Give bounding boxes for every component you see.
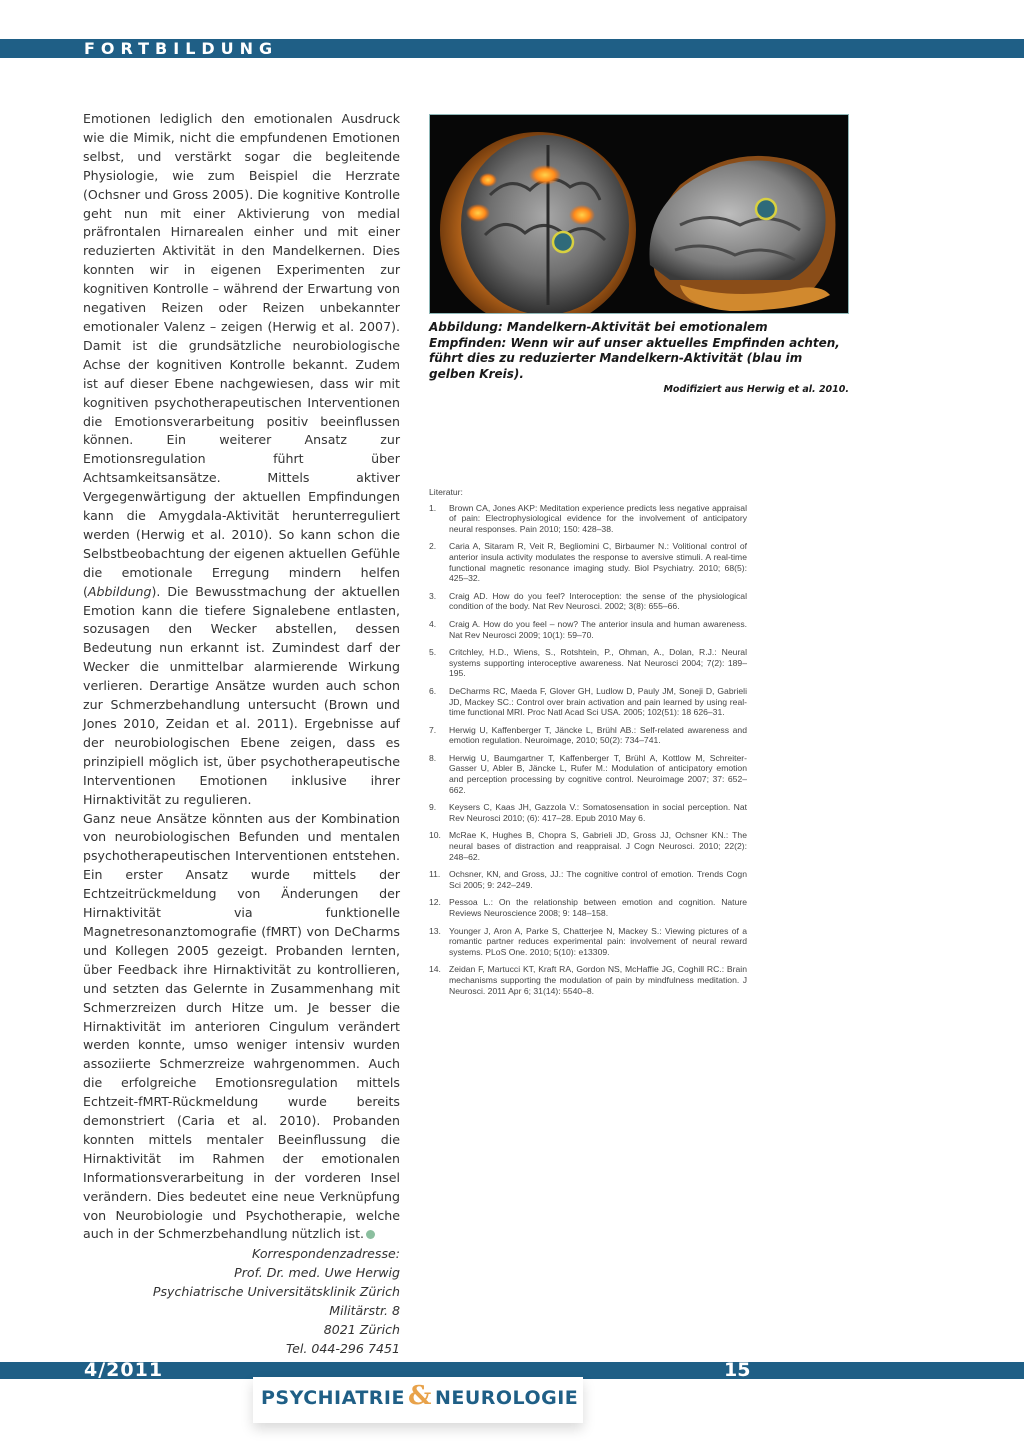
reference-item [429, 541, 747, 583]
reference-text: Ochsner, KN, and Gross, JJ.: The cognitive control of emotion. Trends Cogn Sci 2005; 9: 242–249. [449, 869, 747, 890]
references-heading: Literatur: [429, 487, 463, 497]
reference-number: 14. [429, 964, 441, 975]
reference-text: Younger J, Aron A, Parke S, Chatterjee N, Mackey S.: Viewing pictures of a romantic partner reduces experimental pain: involvement of neural reward systems. PLoS One. 2010; 5(10): e13309. [449, 925, 747, 957]
reference-item [429, 686, 747, 718]
body-text-column [83, 110, 400, 1378]
reference-text: Craig AD. How do you feel? Interoception: the sense of the physiological condition of the body. Nat Rev Neurosci. 2002; 3(8): 655–66. [449, 590, 747, 612]
reference-text: Herwig U, Kaffenberger T, Jäncke L, Brühl AB.: Self-related awareness and emotion regulation. Neuroimage, 2010; 50(2): 734–741. [449, 724, 747, 746]
reference-number: 13. [429, 925, 441, 936]
reference-text: McRae K, Hughes B, Chopra S, Gabrieli JD, Gross JJ, Ochsner KN.: The neural bases of distraction and reappraisal. J Cogn Neurosci. 2010; 22(2): 248–62. [449, 830, 747, 862]
correspondence-name: Prof. Dr. med. Uwe Herwig [234, 1265, 400, 1281]
section-title: FORTBILDUNG [84, 39, 279, 58]
reference-item [429, 802, 747, 823]
reference-item [429, 591, 747, 612]
correspondence-label: Korrespondenzadresse: [252, 1246, 400, 1262]
journal-logo [261, 1380, 579, 1414]
reference-item [429, 619, 747, 640]
reference-text: Craig A. How do you feel – now? The anterior insula and human awareness. Nat Rev Neurosci 2009; 10(1): 59–70. [449, 618, 747, 640]
reference-item [429, 647, 747, 679]
reference-item [429, 897, 747, 918]
reference-number: 6. [429, 685, 437, 696]
reference-number: 12. [429, 897, 441, 908]
brain-scan-image [430, 115, 848, 313]
reference-item [429, 830, 747, 862]
reference-number: 11. [429, 869, 441, 880]
paragraph-1-tail: ). Die Bewusstmachung der aktuellen Emotion kann die tiefere Signalebene entlasten, sozusagen den Wecker abstellen, dessen Bedeutung nun erkannt ist. Zumindest darf der Wecker die unmittelbar alarmierende Wirkung verlieren. Derartige Ansätze wurden auch schon zur Schmerzbehandlung untersucht (Brown und Jones 2010, Zeidan et al. 2011). Ergebnisse auf der neurobiologischen Ebene zeigen, dass es prinzipiell möglich ist, über psychotherapeutische Interventionen Emotionen inklusive ihrer Hirnaktivität zu regulieren. [83, 583, 400, 807]
figure-caption: Abbildung: Mandelkern-Aktivität bei emotionalem Empfinden: Wenn wir auf unser aktuelles Empfinden achten, führt dies zu reduzierter Mandelkern-Aktivität (blau im gelben Kreis). [429, 320, 840, 381]
reference-text: Pessoa L.: On the relationship between emotion and cognition. Nature Reviews Neuroscience 2008; 9: 148–158. [449, 897, 747, 918]
reference-number: 5. [429, 647, 437, 658]
reference-item [429, 964, 747, 996]
end-mark-icon [366, 1230, 375, 1239]
reference-text: Zeidan F, Martucci KT, Kraft RA, Gordon NS, McHaffie JG, Coghill RC.: Brain mechanisms supporting the modulation of pain by mindfulness meditation. J Neurosci. 2011 Apr 6; 31(14): 5540–8. [449, 964, 747, 996]
paragraph-2 [83, 810, 400, 1245]
journal-ampersand: & [407, 1381, 432, 1411]
paragraph-1-text: Emotionen lediglich den emotionalen Ausdruck wie die Mimik, nicht die empfundenen Emotionen selbst, und verstärkt sogar die begleitende Physiologie, wie zum Beispiel die Herzrate (Ochsner und Gross 2005). Die kognitive Kontrolle geht nun mit einer Aktivierung von medial präfrontalen Hirnarealen einher und mit einer reduzierten Aktivität in den Mandelkernen. Dies konnten wir in eigenen Experimenten zur kognitiven Kontrolle – während der Erwartung von negativen Reizen oder Reizen unbekannter emotionaler Valenz – zeigen (Herwig et al. 2007). Damit ist die grundsätzliche neurobiologische Achse der kognitiven Kontrolle bekannt. Zudem ist auf dieser Ebene nachgewiesen, dass wir mit kognitiven psychotherapeutischen Interventionen die Emotionsverarbeitung positiv beeinflussen können. Ein weiterer Ansatz zur Emotionsregulation führt über Achtsamkeitsansätze. Mittels aktiver Vergegenwärtigung der aktuellen Empfindungen kann die Amygdala-Aktivität herunterreguliert werden (Herwig et al. 2010). So kann schon die Selbstbeobachtung der eigenen aktuellen Gefühle die emotionale Erregung mindern helfen ( [83, 111, 400, 599]
figure-reference: Abbildung [87, 583, 152, 599]
reference-number: 3. [429, 590, 437, 601]
reference-item [429, 503, 747, 535]
issue-number: 4/2011 [84, 1359, 164, 1381]
reference-text: Critchley, H.D., Wiens, S., Rotshtein, P., Ohman, A., Dolan, R.J.: Neural systems supporting interoceptive awareness. Nat Neurosci 2004; 7(2): 189–195. [449, 647, 747, 679]
page-number: 15 [724, 1359, 751, 1381]
reference-item [429, 753, 747, 795]
reference-number: 9. [429, 802, 437, 813]
reference-text: Herwig U, Baumgartner T, Kaffenberger T, Brühl A, Kottlow M, Schreiter-Gasser U, Abler B, Jäncke L, Rufer M.: Modulation of anticipatory emotion and perception processing by cognitive control. Neuroimage 2007; 37: 652–662. [449, 752, 747, 795]
reference-item [429, 725, 747, 746]
reference-text: Keysers C, Kaas JH, Gazzola V.: Somatosensation in social perception. Nat Rev Neurosci 2010; (6): 417–28. Epub 2010 May 6. [449, 802, 747, 823]
reference-number: 10. [429, 830, 441, 841]
paragraph-2-text: Ganz neue Ansätze könnten aus der Kombination von neurobiologischen Befunden und mentalen psychotherapeutischen Interventionen entstehen. Ein erster Ansatz wurde mittels der Echtzeitrückmeldung von Änderungen der Hirnaktivität via funktionelle Magnetresonanztomografie (fMRT) von DeCharms und Kollegen 2005 gezeigt. Probanden lernten, über Feedback ihre Hirnaktivität zu kontrollieren, und setzten das Gelernte in Zusammenhang mit Schmerzreizen durch Hitze um. Je besser die Hirnaktivität im anterioren Cingulum verändert werden konnte, umso weniger intensiv wurden assoziierte Schmerzreize wahrgenommen. Auch die erfolgreiche Emotionsregulation mittels Echtzeit-fMRT-Rückmeldung wurde bereits demonstriert (Caria et al. 2010). Probanden konnten mittels mentaler Beeinflussung die Hirnaktivität im Rahmen der emotionalen Informationsverarbeitung in der vorderen Insel verändern. Dies bedeutet eine neue Verknüpfung von Neurobiologie und Psychotherapie, welche auch in der Schmerzbehandlung nützlich ist. [83, 810, 400, 1242]
journal-name-right: NEUROLOGIE [434, 1387, 579, 1409]
reference-item [429, 926, 747, 958]
reference-number: 4. [429, 618, 437, 629]
correspondence-institution: Psychiatrische Universitätsklinik Zürich [152, 1284, 400, 1300]
reference-number: 8. [429, 752, 437, 763]
reference-item [429, 869, 747, 890]
figure-source: Modifiziert aus Herwig et al. 2010. [663, 384, 849, 395]
reference-text: Caria A, Sitaram R, Veit R, Begliomini C, Birbaumer N.: Volitional control of anterior insula activity modulates the response to aversive stimuli. A real-time functional magnetic resonance imaging study. Biol Psychiatry. 2010; 68(5): 425–32. [449, 541, 747, 584]
reference-number: 7. [429, 724, 437, 735]
reference-number: 1. [429, 502, 437, 513]
reference-number: 2. [429, 541, 437, 552]
correspondence-city: 8021 Zürich [323, 1322, 400, 1337]
journal-name-left: PSYCHIATRIE [261, 1387, 405, 1409]
brain-scan-figure [429, 114, 849, 314]
reference-text: DeCharms RC, Maeda F, Glover GH, Ludlow D, Pauly JM, Soneji D, Gabrieli JD, Mackey SC.: Control over brain activation and pain learned by using real-time functional MRI. Proc Natl Acad Sci USA. 2005; 102(51): 18 626–31. [449, 685, 747, 718]
correspondence-street: Militärstr. 8 [329, 1303, 400, 1319]
correspondence-phone: Tel. 044-296 7451 [285, 1340, 400, 1356]
references-list [429, 503, 747, 997]
references-section [429, 487, 747, 1003]
reference-text: Brown CA, Jones AKP: Meditation experience predicts less negative appraisal of pain: Electrophysiological evidence for the involvement of anticipatory neural responses. Pain 2010; 150: 428–38. [449, 502, 747, 534]
header-bar [0, 39, 1024, 58]
paragraph-1 [83, 110, 400, 810]
